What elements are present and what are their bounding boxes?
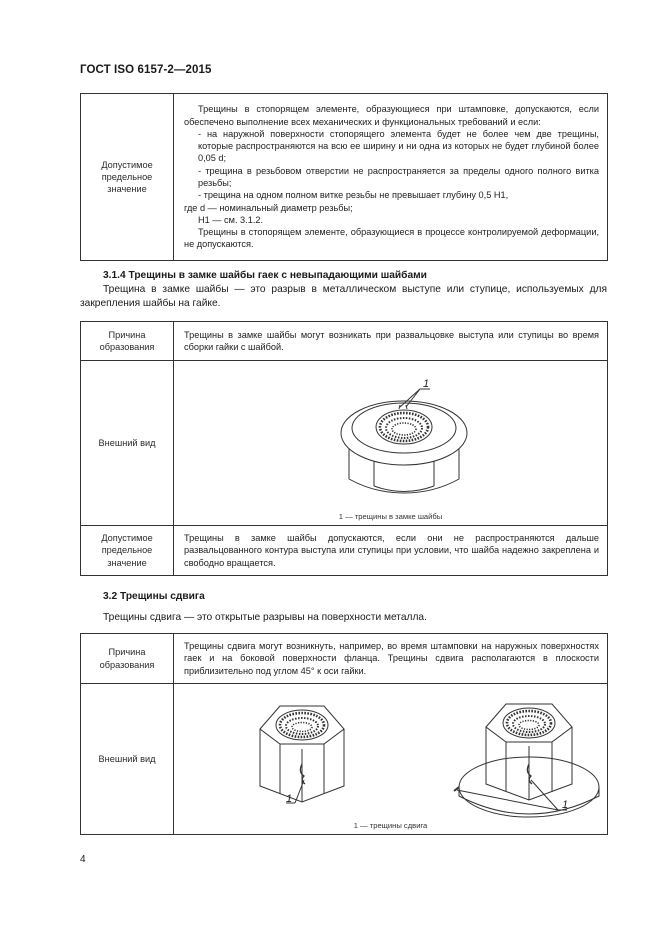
row-label: Причина образования — [81, 634, 174, 684]
figure-caption: 1 — трещины сдвига — [353, 821, 428, 830]
document-header: ГОСТ ISO 6157-2—2015 — [80, 64, 212, 76]
section-text-3-1-4: Трещина в замке шайбы — это разрыв в металлическом выступе или ступице, используемых для закрепления шайбы на гайке. — [80, 284, 607, 309]
table-locking-element-cracks — [80, 93, 608, 261]
row-label: Внешний вид — [81, 684, 174, 835]
definition-line: где d — номинальный диаметр резьбы; — [184, 202, 353, 213]
bullet-item: - трещина на одном полном витке резьбы не превышает глубину 0,5 H1, — [198, 190, 509, 201]
row-label: Допустимое предельное значение — [81, 94, 174, 261]
row-text: Трещины сдвига могут возникнуть, например, во время штамповки на наружных поверхностях гаек и на боковой поверхности фланца. Трещины сдвига располагаются в плоскости приблизительно под углом 45° к оси гайки. — [174, 634, 608, 684]
figure-caption: 1 — трещины в замке шайбы — [338, 512, 443, 521]
callout-number: 1 — [423, 378, 430, 390]
table-washer-lock-cracks — [80, 321, 608, 576]
bullet-item: - на наружной поверхности стопорящего элемента будет не более чем две трещины, которые распространяются на всю ее ширину и ни одна из которых не будет глубиной более 0,05 d; — [198, 128, 599, 164]
bullet-item: - трещина в резьбовом отверстии не распространяется за пределы одного полного витка резьбы; — [198, 165, 599, 188]
row-text — [174, 94, 608, 261]
callout-number-right: 1 — [562, 799, 569, 811]
paragraph: Трещины в стопорящем элементе, образующиеся в процессе контролируемой деформации, не допускаются. — [184, 227, 599, 250]
row-label: Допустимое предельное значение — [81, 526, 174, 576]
section-text-3-2: Трещины сдвига — это открытые разрывы на поверхности металла. — [103, 612, 427, 623]
figure-cell — [174, 361, 608, 526]
row-text: Трещины в замке шайбы допускаются, если они не распространяются дальше развальцованного контура выступа или ступицы при условии, что шайба надежно закреплена и свободно вращается. — [174, 526, 608, 576]
table-shear-cracks — [80, 633, 608, 835]
row-label: Внешний вид — [81, 361, 174, 526]
definition-line: H1 — см. 3.1.2. — [198, 214, 264, 225]
callout-number-left: 1 — [286, 793, 293, 805]
section-title-3-1-4: 3.1.4 Трещины в замке шайбы гаек с невыпадающими шайбами — [103, 270, 427, 281]
shear-crack-figure — [174, 684, 606, 834]
flange-nut-figure — [174, 361, 606, 525]
paragraph: Трещины в стопорящем элементе, образующиеся при штамповке, допускаются, если обеспечено выполнение всех механических и функциональных требований и если: — [184, 104, 599, 127]
section-title-3-2: 3.2 Трещины сдвига — [103, 591, 205, 602]
row-text: Трещины в замке шайбы могут возникать при развальцовке выступа или ступицы во время сборки гайки с шайбой. — [174, 322, 608, 361]
page-number: 4 — [80, 854, 86, 865]
row-label: Причина образования — [81, 322, 174, 361]
figure-cell — [174, 684, 608, 835]
